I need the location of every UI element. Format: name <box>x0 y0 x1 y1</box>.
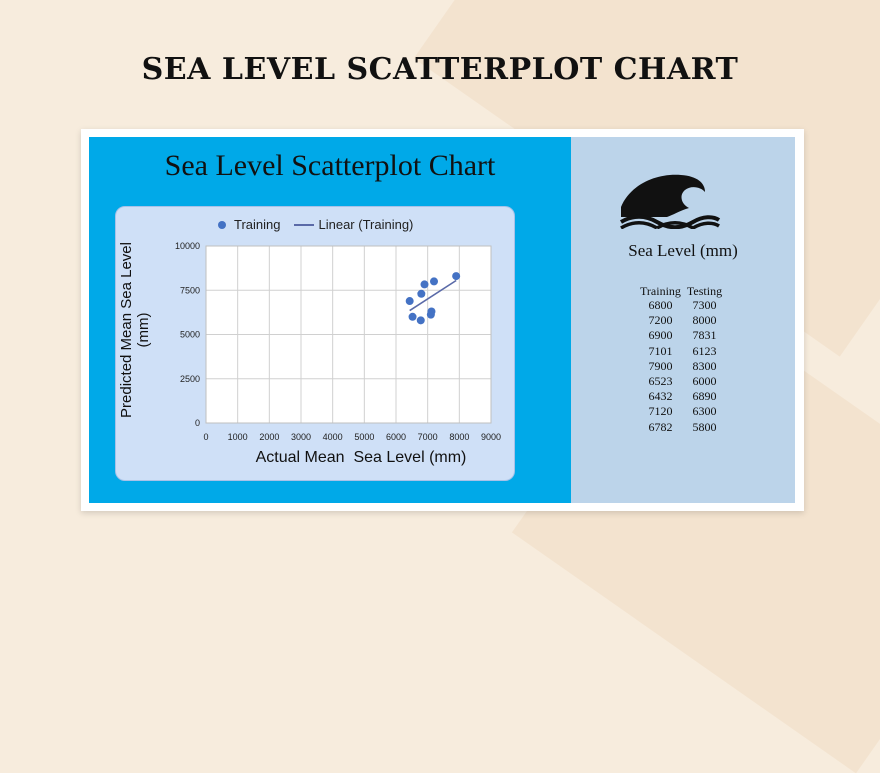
table-row <box>637 313 725 328</box>
data-point <box>409 313 417 321</box>
table-row <box>637 328 725 343</box>
y-tick-label: 2500 <box>179 373 200 384</box>
table-row <box>637 374 725 389</box>
wave-icon <box>619 171 721 229</box>
table-row <box>637 359 725 374</box>
x-tick-label: 0 <box>203 432 209 442</box>
table-cell: 6523 <box>648 374 673 389</box>
table-cell: 8300 <box>692 358 717 373</box>
data-point <box>430 277 438 285</box>
table-cell: 6890 <box>692 389 717 404</box>
legend-marker-training <box>218 221 226 229</box>
table-row <box>637 420 725 435</box>
table-cell: 7831 <box>692 328 717 343</box>
legend-label-linear: Linear (Training) <box>318 217 414 232</box>
x-tick-label: 4000 <box>322 432 343 442</box>
table-row <box>637 404 725 419</box>
data-point <box>452 272 460 280</box>
table-cell: 7300 <box>692 298 717 312</box>
x-axis-label: Actual Mean Sea Level (mm) <box>255 449 467 466</box>
x-tick-label: 7000 <box>417 432 438 442</box>
table-cell: 5800 <box>692 419 717 434</box>
sidebar-panel <box>571 137 795 503</box>
legend <box>218 217 413 232</box>
table-cell: 6000 <box>692 374 717 389</box>
chart-area <box>115 206 515 481</box>
y-tick-label: 7500 <box>179 285 200 296</box>
table-cell: 8000 <box>692 313 717 328</box>
table-cell: 6123 <box>692 343 717 358</box>
y-axis-label: Predicted Mean Sea Level (mm) <box>118 242 152 418</box>
data-point <box>406 297 414 305</box>
data-table <box>637 284 725 435</box>
table-cell: 6782 <box>648 419 673 434</box>
table-cell: 6900 <box>648 328 673 343</box>
x-tick-label: 2000 <box>259 432 280 442</box>
sea-level-label: Sea Level (mm) <box>628 241 738 260</box>
x-tick-label: 3000 <box>290 432 312 442</box>
x-tick-label: 9000 <box>480 432 502 442</box>
x-tick-label: 1000 <box>227 432 248 442</box>
table-header-row <box>637 284 725 298</box>
table-cell: 7120 <box>648 404 673 419</box>
y-tick-label: 10000 <box>174 241 200 251</box>
page-title: SEA LEVEL SCATTERPLOT CHART <box>141 52 739 87</box>
table-cell: 6432 <box>648 389 673 404</box>
table-cell: 6800 <box>648 298 673 312</box>
table-cell: 7900 <box>648 358 673 373</box>
table-cell: 7101 <box>648 343 673 358</box>
x-tick-label: 6000 <box>385 432 407 442</box>
infographic-card <box>81 129 804 511</box>
data-point <box>421 280 429 288</box>
table-row <box>637 298 725 313</box>
x-tick-label: 8000 <box>449 432 470 442</box>
legend-marker-linear <box>294 224 314 226</box>
data-point <box>417 316 425 324</box>
chart-panel <box>89 137 571 503</box>
table-cell: 7200 <box>648 313 673 328</box>
y-tick-label: 5000 <box>179 329 200 340</box>
table-row <box>637 344 725 359</box>
x-tick-label: 5000 <box>354 432 375 442</box>
table-cell: 6300 <box>692 404 717 419</box>
column-header-testing: Testing <box>686 284 723 298</box>
column-header-training: Training <box>640 284 681 298</box>
data-point <box>417 290 425 298</box>
y-tick-label: 0 <box>194 418 200 428</box>
scatter-plot <box>116 207 514 480</box>
table-row <box>637 389 725 404</box>
chart-title: Sea Level Scatterplot Chart <box>164 149 496 182</box>
data-point <box>427 307 435 315</box>
legend-label-training: Training <box>234 217 281 232</box>
